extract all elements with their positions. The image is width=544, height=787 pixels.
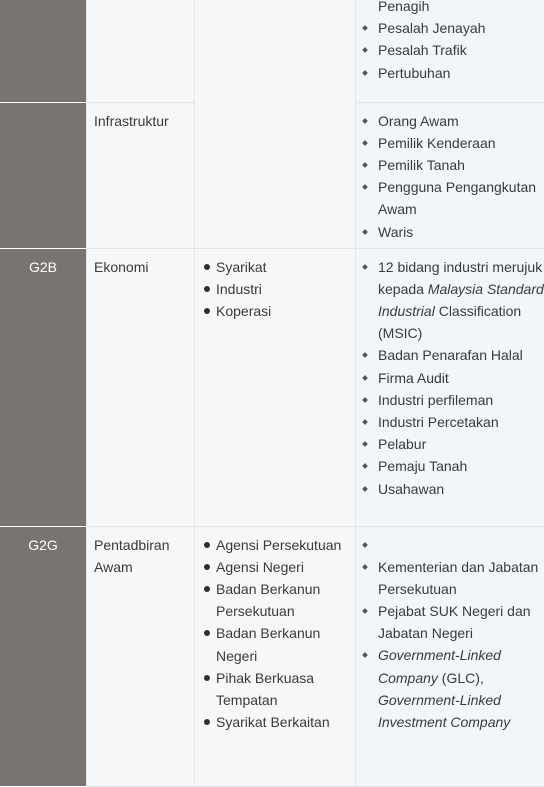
service-type-cell xyxy=(0,102,87,248)
list-item: Pesalah Jenayah xyxy=(356,17,544,39)
sector-cell xyxy=(87,526,195,786)
list-item: Industri Percetakan xyxy=(356,411,544,433)
list-item: Pelabur xyxy=(356,433,544,455)
list-item: Syarikat Berkaitan xyxy=(202,711,355,733)
list-item: Agensi Persekutuan xyxy=(202,534,355,556)
service-type-code: G2G xyxy=(0,534,86,556)
sector-label: Pentadbiran Awam xyxy=(94,534,194,578)
customer-group-list xyxy=(356,534,544,734)
customer-group-cell xyxy=(356,102,544,248)
target-cell xyxy=(195,248,356,526)
list-item: Koperasi xyxy=(202,300,355,322)
sector-cell xyxy=(87,248,195,526)
customer-group-list xyxy=(356,110,544,243)
list-item: Industri xyxy=(202,278,355,300)
list-item: Pemilik Tanah xyxy=(356,154,544,176)
sector-cell xyxy=(87,102,195,248)
sector-cell xyxy=(87,0,195,102)
customer-group-cell xyxy=(356,248,544,526)
list-item: Pertubuhan xyxy=(356,62,544,84)
sector-label: Ekonomi xyxy=(94,256,194,278)
list-item: Pengguna Pengangkutan Awam xyxy=(356,176,544,220)
list-item: Pemilik Kenderaan xyxy=(356,132,544,154)
list-item: Badan Penarafan Halal xyxy=(356,344,544,366)
customer-group-list xyxy=(356,256,544,500)
list-item: Waris xyxy=(356,221,544,243)
table-row xyxy=(0,526,544,786)
list-item: Badan Berkanun Persekutuan xyxy=(202,578,355,622)
list-item: Orang Awam xyxy=(356,110,544,132)
target-cell xyxy=(195,0,356,248)
sector-label: Infrastruktur xyxy=(94,110,194,132)
list-item: Agensi Negeri xyxy=(202,556,355,578)
service-type-cell xyxy=(0,248,87,526)
service-type-cell xyxy=(0,526,87,786)
table-row xyxy=(0,0,544,102)
list-item: Badan Berkanun Negeri xyxy=(202,622,355,666)
list-item: Pemaju Tanah xyxy=(356,455,544,477)
list-item: 12 bidang industri merujuk kepada Malaysia Standard Industrial Classification (MSIC) xyxy=(356,256,544,345)
list-item: Usahawan xyxy=(356,478,544,500)
service-type-cell xyxy=(0,0,87,102)
list-item: Firma Audit xyxy=(356,367,544,389)
list-item: Pihak Berkuasa Tempatan xyxy=(202,667,355,711)
service-type-code: G2B xyxy=(0,256,86,278)
customer-group-list xyxy=(356,17,544,84)
table-row xyxy=(0,248,544,526)
target-list xyxy=(202,256,355,323)
list-item: Industri perfileman xyxy=(356,389,544,411)
customer-group-cell xyxy=(356,0,544,102)
customer-group-cell xyxy=(356,526,544,786)
list-item: Syarikat xyxy=(202,256,355,278)
list-item-continued: Penagih xyxy=(356,0,544,17)
list-item: Pejabat SUK Negeri dan Jabatan Negeri xyxy=(356,600,544,644)
list-item: Kementerian dan Jabatan Persekutuan xyxy=(356,556,544,600)
list-item xyxy=(356,534,544,556)
target-list xyxy=(202,534,355,734)
target-cell xyxy=(195,526,356,786)
list-item: Pesalah Trafik xyxy=(356,39,544,61)
list-item: Government-Linked Company (GLC), Government-Linked Investment Company xyxy=(356,644,544,733)
